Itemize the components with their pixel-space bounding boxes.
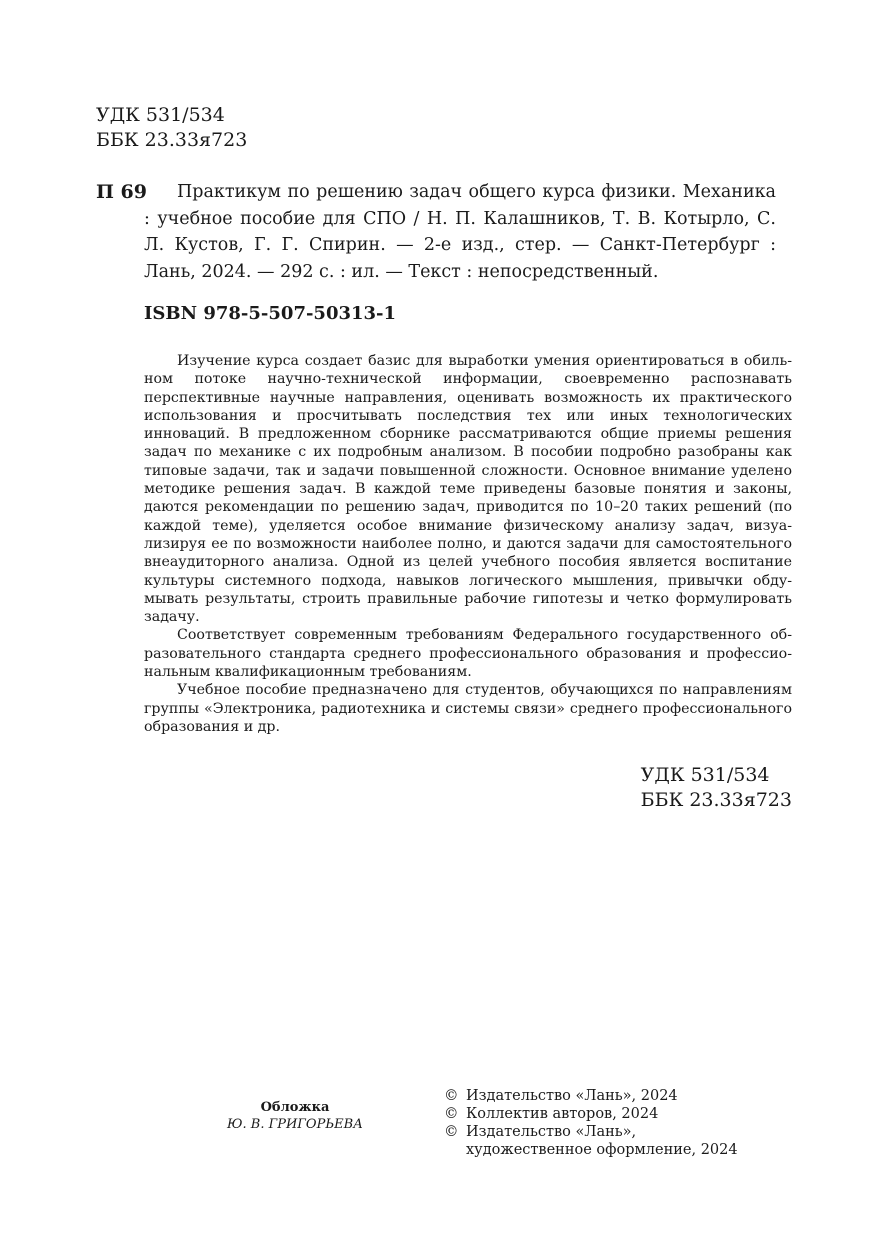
bbk-code: ББК 23.33я723 xyxy=(96,129,248,151)
classification-top xyxy=(96,103,247,153)
copyright-text: Издательство «Лань», 2024 xyxy=(466,1088,678,1104)
bibliographic-description: Практикум по решению задач общего курса физики. Механика : учебное пособие для СПО / Н. П. Калашников, Т. В. Котырло, С. Л. Кустов, Г. Г. Спирин. — 2-е изд., стер. — Санкт-Петербург : Лань, 2024. — 292 с. : ил. — Текст : непосредственный. xyxy=(144,182,776,282)
copyright-text: Издательство «Лань», xyxy=(466,1124,637,1140)
copyright-block xyxy=(444,1087,738,1159)
copyright-icon: © xyxy=(444,1088,459,1104)
copyright-line xyxy=(444,1105,738,1123)
udk-code: УДК 531/534 xyxy=(96,104,225,126)
udk-code: УДК 531/534 xyxy=(640,764,770,786)
abstract-paragraph: Учебное пособие предназначено для студентов, обучающихся по направлениям группы «Электроника, радиотехника и системы связи» среднего профессионального образования и др. xyxy=(144,682,792,735)
abstract xyxy=(144,352,792,736)
copyright-line xyxy=(444,1087,738,1105)
classification-bottom xyxy=(641,763,792,813)
cover-designer-name: Ю. В. ГРИГОРЬЕВА xyxy=(227,1117,363,1132)
abstract-paragraph: Соответствует современным требованиям Федерального государственного образовательного стандарта среднего профессионального образования и профессиональным квалификационным требованиям. xyxy=(144,627,792,681)
copyright-line xyxy=(444,1123,738,1141)
cover-credit xyxy=(200,1099,390,1133)
cover-label: Обложка xyxy=(260,1100,330,1115)
author-sign: П 69 xyxy=(96,181,147,203)
isbn: ISBN 978-5-507-50313-1 xyxy=(144,303,397,324)
copyright-continuation: художественное оформление, 2024 xyxy=(466,1142,738,1158)
copyright-icon: © xyxy=(444,1106,459,1122)
copyright-icon: © xyxy=(444,1124,459,1140)
abstract-paragraph: Изучение курса создает базис для выработки умения ориентироваться в обильном потоке научно-технической информации, своевременно распознавать перспективные научные направления, оценивать возможность их практического использования и просчитывать последствия тех или иных технологических инноваций. В предложенном сборнике рассматриваются общие приемы решения задач по механике с их подробным анализом. В пособии подробно разобраны как типовые задачи, так и задачи повышенной сложности. Основное внимание уделено методике решения задач. В каждой теме приведены базовые понятия и законы, даются рекомендации по решению задач, приводится по 10–20 таких решений (по каждой теме), уделяется особое внимание физическому анализу задач, визуализируя ее по возможности наиболее полно, и даются задачи для самостоятельного внеаудиторного анализа. Одной из целей учебного пособия является воспитание культуры системного подхода, навыков логического мышления, привычки обдумывать результаты, строить правильные рабочие гипотезы и четко формулировать задачу. xyxy=(144,353,792,626)
bbk-code: ББК 23.33я723 xyxy=(640,789,792,811)
copyright-text: Коллектив авторов, 2024 xyxy=(466,1106,659,1122)
